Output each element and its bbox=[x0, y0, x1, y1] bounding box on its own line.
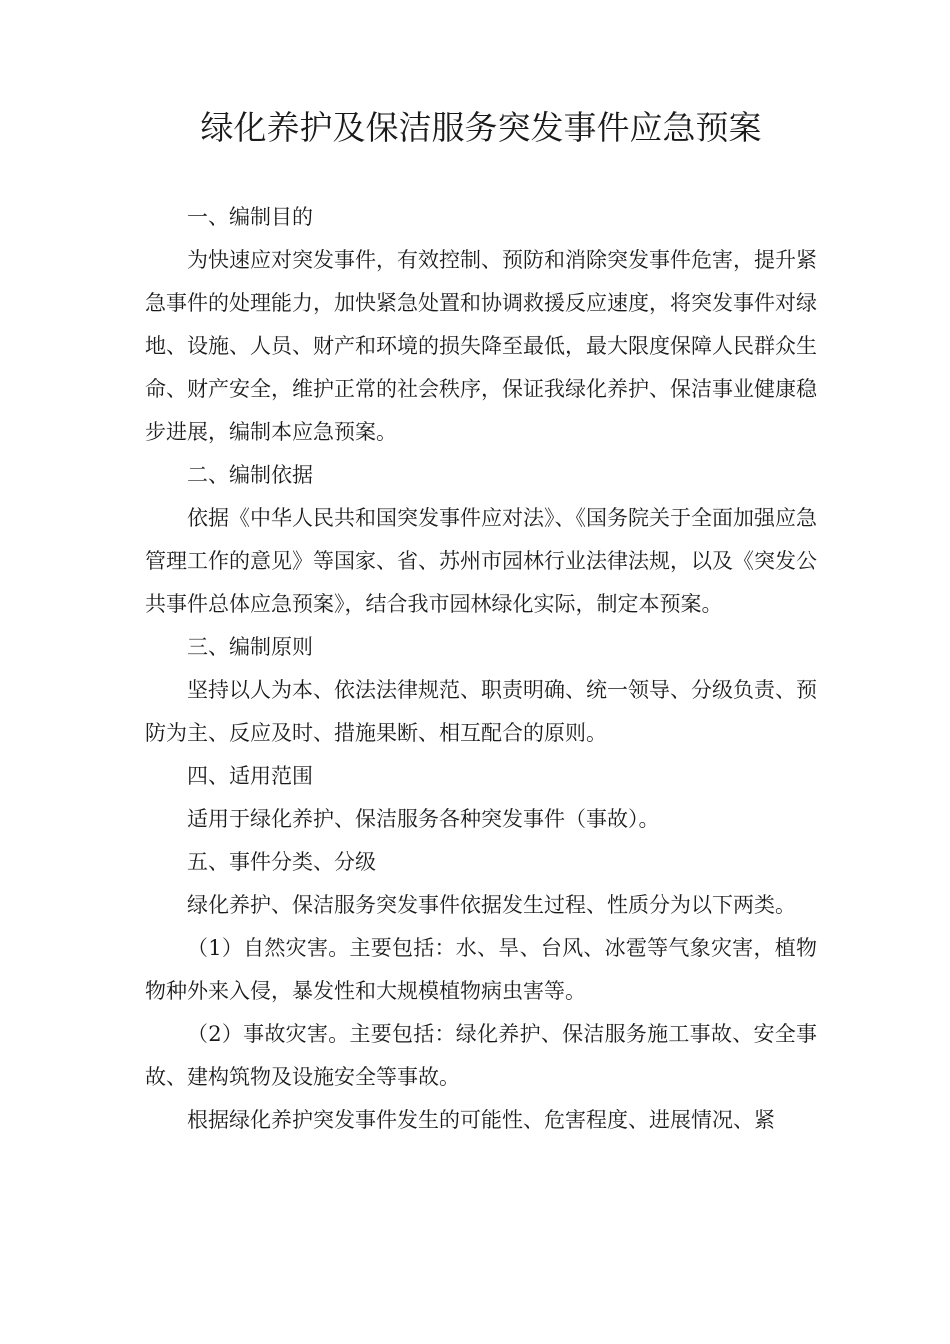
section-item-natural-disaster: （1）自然灾害。主要包括：水、旱、台风、冰雹等气象灾害，植物物种外来入侵，暴发性和大规模植物病虫害等。 bbox=[145, 936, 817, 1003]
section-paragraph-grading: 根据绿化养护突发事件发生的可能性、危害程度、进展情况、紧 bbox=[187, 1108, 775, 1132]
section-paragraph-scope: 适用于绿化养护、保洁服务各种突发事件（事故）。 bbox=[187, 807, 660, 831]
section-heading-basis: 二、编制依据 bbox=[187, 463, 313, 487]
section-heading-principles: 三、编制原则 bbox=[187, 635, 313, 659]
section-heading-classification: 五、事件分类、分级 bbox=[187, 850, 376, 874]
section-heading-scope: 四、适用范围 bbox=[187, 764, 313, 788]
section-paragraph-purpose: 为快速应对突发事件，有效控制、预防和消除突发事件危害，提升紧急事件的处理能力，加快紧急处置和协调救援反应速度，将突发事件对绿地、设施、人员、财产和环境的损失降至最低，最大限度保障人民群众生命、财产安全，维护正常的社会秩序，保证我绿化养护、保洁事业健康稳步进展，编制本应急预案。 bbox=[145, 248, 817, 444]
section-paragraph-principles: 坚持以人为本、依法法律规范、职责明确、统一领导、分级负责、预防为主、反应及时、措施果断、相互配合的原则。 bbox=[145, 678, 817, 745]
section-heading-purpose: 一、编制目的 bbox=[187, 205, 313, 229]
document-body bbox=[145, 196, 817, 1142]
section-item-accident-disaster: （2）事故灾害。主要包括：绿化养护、保洁服务施工事故、安全事故、建构筑物及设施安全等事故。 bbox=[145, 1022, 817, 1089]
section-paragraph-classification-intro: 绿化养护、保洁服务突发事件依据发生过程、性质分为以下两类。 bbox=[187, 893, 796, 917]
document-title: 绿化养护及保洁服务突发事件应急预案 bbox=[200, 108, 762, 147]
section-paragraph-basis: 依据《中华人民共和国突发事件应对法》、《国务院关于全面加强应急管理工作的意见》等国家、省、苏州市园林行业法律法规，以及《突发公共事件总体应急预案》，结合我市园林绿化实际，制定本预案。 bbox=[145, 506, 817, 616]
